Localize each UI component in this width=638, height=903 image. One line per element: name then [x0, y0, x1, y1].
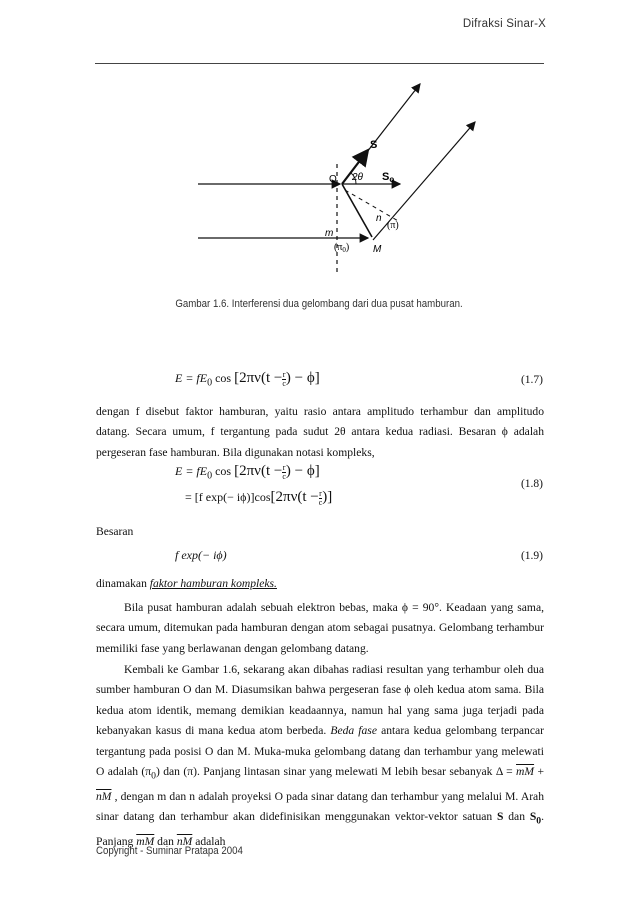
running-header: Difraksi Sinar-X [462, 18, 546, 30]
paragraph-4: Kembali ke Gambar 1.6, sekarang akan dibahas radiasi resultan yang terhambur oleh dua sumber hamburan O dan M. Diasumsikan bahwa pergeseran fase ϕ oleh kedua atom sama. Bila kedua atom identik, memang demikian keadaannya, namun hal yang sama juga terjadi pada kebanyakan kasus di mana kedua atom berbeda. Beda fase antara kedua gelombang terpancar tergantung pada posisi O dan M. Muka-muka gelombang datang dan terhambur yang melewati O adalah $(\pi_0)$ dan (π). Panjang lintasan sinar yang melewati M lebih besar sebanyak $\Delta = \overline{mM} + \overline{nM}$ , dengan m dan n adalah proyeksi O pada sinar datang dan terhambur yang melalui M. Arah sinar datang dan terhambur akan didefinisikan menggunakan vektor-vektor satuan S dan $S_0$. Panjang $\overline{mM}$ dan $\overline{nM}$ adalah [96, 663, 544, 848]
om-line [342, 184, 372, 237]
label-M: M [373, 244, 382, 255]
equation-1-8-line1: $E = fE_0$ cos [2πν(t − $\frac{r}{c}$ ) − ϕ] [175, 462, 320, 482]
label-pi0: $(\pi_0)$ [334, 242, 350, 254]
scattering-diagram [180, 72, 480, 282]
footer-copyright: Copyright - Suminar Pratapa 2004 [96, 845, 243, 857]
label-n: n [376, 213, 382, 224]
header-rule [95, 63, 544, 64]
equation-number-1-8: (1.8) [520, 478, 543, 490]
label-angle: 2θ [352, 172, 363, 183]
label-O: O [329, 174, 337, 185]
label-S: S [370, 139, 378, 151]
label-pi: (π) [387, 220, 399, 231]
besaran-label: Besaran [96, 525, 134, 538]
equation-number-1-7: (1.7) [520, 374, 543, 386]
equation-1-9: f exp(− iϕ) [175, 548, 227, 562]
paragraph-3: Bila pusat hamburan adalah sebuah elektron bebas, maka ϕ = 90°. Keadaan yang sama, secara umum, ditemukan pada hamburan dengan atom sebagai pusatnya. Gelombang terhambur memiliki fase yang berlawanan dengan gelombang datang. [96, 601, 544, 655]
equation-1-7: $E = fE_0$ cos [2πν(t − $\frac{r}{c}$ ) − ϕ] [175, 369, 320, 389]
figure-caption: Gambar 1.6. Interferensi dua gelombang dari dua pusat hamburan. [175, 298, 463, 310]
wavefront-pi [345, 190, 400, 222]
label-m: m [325, 228, 334, 239]
paragraph-2: dinamakan faktor hamburan kompleks. [96, 577, 277, 590]
equation-1-8-line2: = [f exp(− iϕ)]cos[2πν(t − $\frac{r}{c}$ )] [185, 488, 333, 507]
label-So: So [382, 171, 395, 184]
equation-number-1-9: (1.9) [520, 550, 543, 562]
paragraph-1: dengan f disebut faktor hamburan, yaitu rasio antara amplitudo terhambur dan amplitudo datang. Secara umum, f tergantung pada sudut 2θ antara kedua radiasi. Besaran ϕ adalah pergeseran fase hamburan. Bila digunakan notasi kompleks, [96, 405, 544, 459]
